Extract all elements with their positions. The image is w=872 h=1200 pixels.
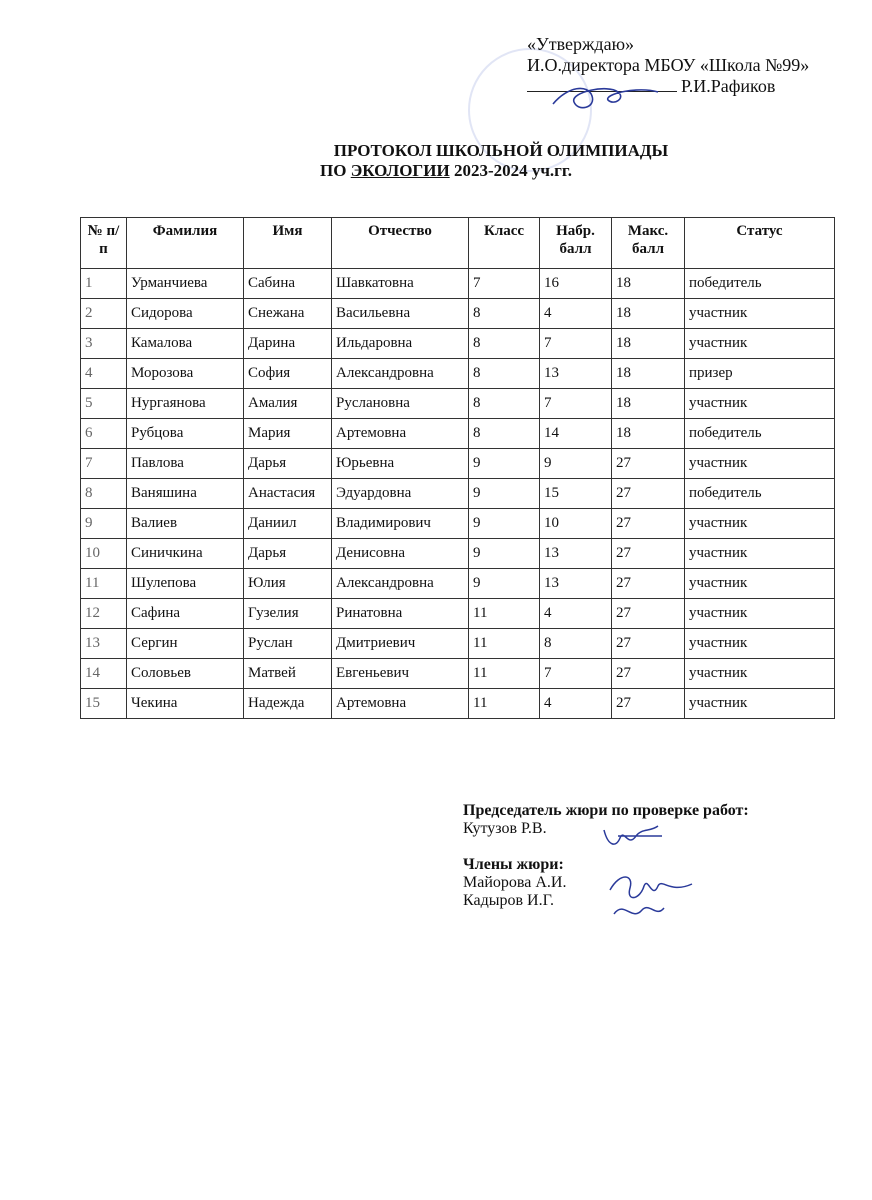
table-cell: 18 [612,299,685,329]
table-row [81,449,835,479]
table-cell: Амалия [244,389,332,419]
table-cell: 15 [81,689,127,719]
column-header: Отчество [332,218,469,269]
table-cell: Шулепова [127,569,244,599]
table-cell: 11 [469,599,540,629]
table-cell: Камалова [127,329,244,359]
table-cell: 13 [81,629,127,659]
table-cell: 12 [81,599,127,629]
approval-signer: Р.И.Рафиков [681,76,776,96]
table-cell: Шавкатовна [332,269,469,299]
table-cell: 7 [540,389,612,419]
approval-heading: «Утверждаю» [527,34,635,54]
table-row [81,299,835,329]
title-line-2 [0,161,872,181]
title-line-1: ПРОТОКОЛ ШКОЛЬНОЙ ОЛИМПИАДЫ [333,141,669,160]
table-row [81,419,835,449]
table-cell: участник [685,449,835,479]
table-cell: Валиев [127,509,244,539]
table-cell: 4 [81,359,127,389]
table-header [81,218,835,269]
table-cell: Сергин [127,629,244,659]
table-row [81,329,835,359]
table-cell: 9 [469,569,540,599]
jury-members-label: Члены жюри: [463,856,564,873]
table-cell: Васильевна [332,299,469,329]
table-cell: Сабина [244,269,332,299]
table-cell: 11 [469,689,540,719]
table-cell: Морозова [127,359,244,389]
table-cell: Чекина [127,689,244,719]
table-row [81,689,835,719]
table-cell: победитель [685,419,835,449]
table-cell: 18 [612,329,685,359]
table-row [81,599,835,629]
table-cell: Евгеньевич [332,659,469,689]
table-cell: 8 [469,329,540,359]
table-cell: Анастасия [244,479,332,509]
table-cell: Даниил [244,509,332,539]
table-cell: Урманчиева [127,269,244,299]
table-cell: 9 [469,479,540,509]
table-cell: 18 [612,419,685,449]
table-cell: Дмитриевич [332,629,469,659]
table-cell: 6 [81,419,127,449]
table-cell: Александровна [332,569,469,599]
table-cell: 14 [81,659,127,689]
table-cell: Матвей [244,659,332,689]
table-cell: участник [685,689,835,719]
table-cell: 27 [612,599,685,629]
jury-chair-label: Председатель жюри по проверке работ: [463,802,749,819]
table-cell: 27 [612,689,685,719]
table-cell: Юрьевна [332,449,469,479]
table-cell: 9 [469,509,540,539]
table-cell: 11 [469,629,540,659]
table-cell: 27 [612,509,685,539]
column-header: Класс [469,218,540,269]
table-cell: 7 [81,449,127,479]
title-year: 2023-2024 уч.гг. [453,161,572,180]
table-cell: участник [685,389,835,419]
table-cell: Денисовна [332,539,469,569]
table-cell: 5 [81,389,127,419]
table-cell: 9 [469,449,540,479]
table-cell: Синичкина [127,539,244,569]
table-cell: 1 [81,269,127,299]
table-cell: 3 [81,329,127,359]
table-row [81,389,835,419]
table-cell: Владимирович [332,509,469,539]
table-row [81,629,835,659]
table-body [81,269,835,719]
table-cell: 13 [540,569,612,599]
approval-position: И.О.директора МБОУ «Школа №99» [527,55,810,75]
table-cell: 11 [81,569,127,599]
table-cell: участник [685,539,835,569]
table-cell: Нургаянова [127,389,244,419]
table-cell: 2 [81,299,127,329]
table-cell: 18 [612,269,685,299]
table-cell: Павлова [127,449,244,479]
table-cell: Эдуардовна [332,479,469,509]
table-cell: участник [685,569,835,599]
jury-member: Кадыров И.Г. [463,892,555,909]
table-cell: 7 [540,329,612,359]
table-cell: Артемовна [332,689,469,719]
table-cell: 14 [540,419,612,449]
table-cell: 13 [540,539,612,569]
table-cell: 7 [540,659,612,689]
table-cell: 15 [540,479,612,509]
table-row [81,509,835,539]
table-cell: участник [685,629,835,659]
table-cell: 8 [469,419,540,449]
table-cell: 4 [540,299,612,329]
table-cell: призер [685,359,835,389]
table-cell: 8 [469,359,540,389]
table-cell: Надежда [244,689,332,719]
column-header: Имя [244,218,332,269]
table-cell: 9 [81,509,127,539]
table-cell: участник [685,329,835,359]
table-cell: 7 [469,269,540,299]
table-cell: Ваняшина [127,479,244,509]
table-cell: Мария [244,419,332,449]
table-cell: 27 [612,449,685,479]
table-cell: участник [685,599,835,629]
table-cell: Руслан [244,629,332,659]
table-cell: 9 [469,539,540,569]
table-row [81,479,835,509]
column-header: Фамилия [127,218,244,269]
table-cell: Руслановна [332,389,469,419]
table-cell: Сидорова [127,299,244,329]
table-cell: 8 [81,479,127,509]
table-cell: 8 [469,299,540,329]
table-cell: 4 [540,599,612,629]
table-cell: 27 [612,629,685,659]
table-cell: Дарья [244,539,332,569]
table-cell: 11 [469,659,540,689]
table-cell: Ринатовна [332,599,469,629]
table-row [81,539,835,569]
table-cell: Соловьев [127,659,244,689]
table-row [81,359,835,389]
table-cell: 13 [540,359,612,389]
title-prefix: ПО [320,161,347,180]
table-cell: 27 [612,479,685,509]
table-cell: 18 [612,359,685,389]
director-signature [548,78,668,118]
column-header: Статус [685,218,835,269]
column-header: № п/п [81,218,127,269]
table-row [81,659,835,689]
chair-signature [598,818,668,858]
table-cell: 16 [540,269,612,299]
results-table [80,217,835,719]
table-cell: 18 [612,389,685,419]
table-cell: София [244,359,332,389]
jury-member: Майорова А.И. [463,874,567,891]
members-signature [600,870,700,930]
table-cell: 8 [469,389,540,419]
table-cell: Юлия [244,569,332,599]
table-cell: участник [685,299,835,329]
table-cell: 27 [612,539,685,569]
table-cell: Гузелия [244,599,332,629]
table-cell: Дарья [244,449,332,479]
table-cell: 8 [540,629,612,659]
table-cell: Дарина [244,329,332,359]
table-cell: победитель [685,479,835,509]
jury-chair-name: Кутузов Р.В. [463,820,547,837]
column-header: Набр. балл [540,218,612,269]
table-cell: 4 [540,689,612,719]
title-subject: ЭКОЛОГИИ [350,161,450,180]
table-cell: 27 [612,659,685,689]
table-cell: участник [685,659,835,689]
table-row [81,269,835,299]
table-cell: 27 [612,569,685,599]
table-cell: участник [685,509,835,539]
table-cell: Александровна [332,359,469,389]
table-cell: 9 [540,449,612,479]
table-cell: Ильдаровна [332,329,469,359]
table-cell: Снежана [244,299,332,329]
column-header: Макс. балл [612,218,685,269]
table-row [81,569,835,599]
table-cell: Рубцова [127,419,244,449]
table-cell: 10 [540,509,612,539]
table-cell: Сафина [127,599,244,629]
table-cell: Артемовна [332,419,469,449]
table-cell: 10 [81,539,127,569]
document-title [0,141,872,181]
table-cell: победитель [685,269,835,299]
